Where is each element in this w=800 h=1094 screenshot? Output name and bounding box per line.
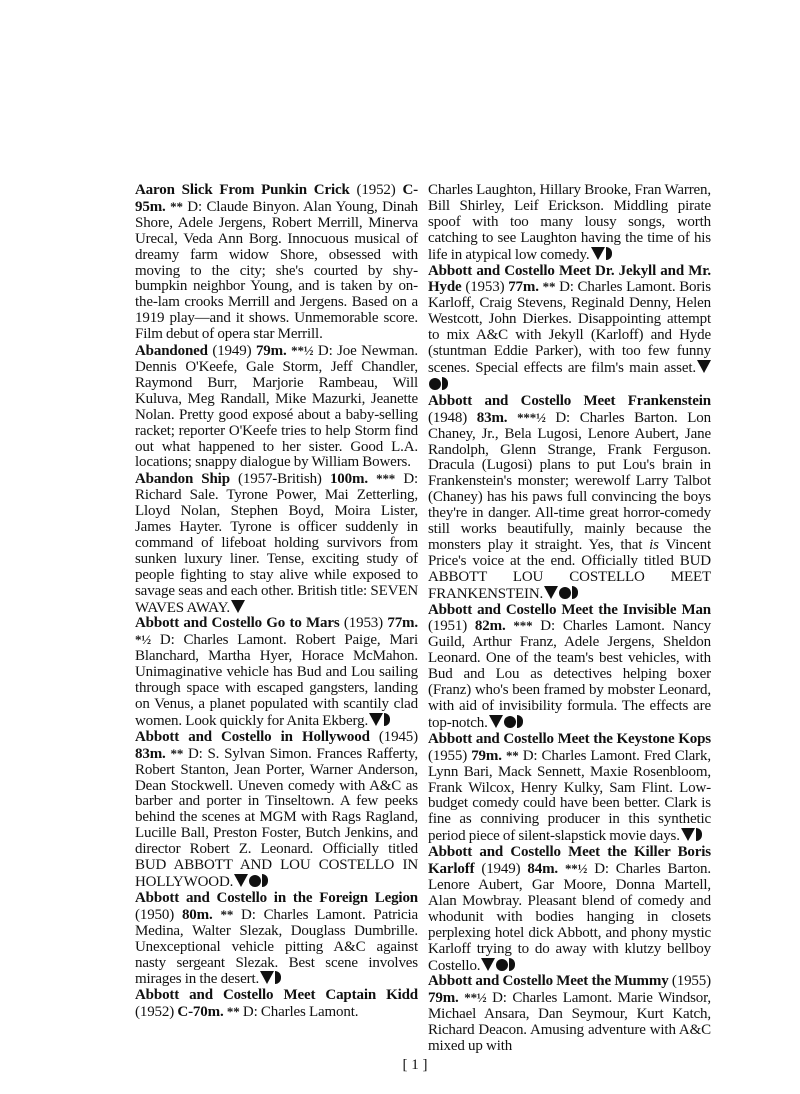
movie-rating: ** xyxy=(226,1004,240,1020)
movie-runtime: 83m. xyxy=(135,745,166,762)
movie-description: D: Charles Barton. Lon Chaney, Jr., Bela Lugosi, Lenore Aubert, Jane Randolph, Glenn Strange, Frank Ferguson. Dracula (Lugosi) plans to put Lou's brain in Frankenstein's monster; werewolf Larry Talbot (Chaney) has his paws full convincing the boys they're in danger. All-time great horror-comedy still works beautifully, mainly because the monsters play it straight. Yes, that xyxy=(428,409,712,553)
movie-entry xyxy=(428,394,711,603)
movie-entry xyxy=(428,974,711,1055)
movie-entry xyxy=(135,891,418,988)
movie-runtime: 79m. xyxy=(255,343,287,360)
movie-rating: ***½ xyxy=(517,409,546,425)
movie-runtime: 83m. xyxy=(476,409,508,426)
movie-description: D: Richard Sale. Tyrone Power, Mai Zetterling, Lloyd Nolan, Stephen Boyd, Moira Lister, James Hayter. Tyrone is officer suddenly in command of lifeboat holding survivors from sunken luxury liner. Tense, exciting study of people fighting to stay alive while exposed to savage seas and each other. British title: SEVEN WAVES AWAY. xyxy=(135,471,419,616)
movie-entry xyxy=(428,183,711,264)
movie-year: (1953) xyxy=(343,615,383,632)
movie-runtime: C-70m. xyxy=(177,1004,224,1021)
movie-entry xyxy=(428,732,711,845)
movie-description: D: Charles Lamont. Robert Paige, Mari Blanchard, Martha Hyer, Horace McMahon. Unimaginative vehicle has Bud and Lou sailing through space with escaped gangsters, landing on Venus, a planet populated with scantily clad women. Look quickly for Anita Ekberg. xyxy=(135,632,418,729)
movie-description: D: Charles Lamont. xyxy=(242,1004,359,1021)
movie-year: (1949) xyxy=(212,343,252,360)
movie-rating: ** xyxy=(542,279,556,295)
movie-year: (1948) xyxy=(428,409,468,426)
movie-runtime: 84m. xyxy=(527,861,559,878)
movie-title: Abandon Ship xyxy=(135,471,230,488)
movie-year: (1953) xyxy=(465,279,505,296)
movie-year: (1955) xyxy=(428,747,468,764)
dvd-half-circle-icon xyxy=(517,715,523,728)
movie-entry xyxy=(135,183,418,343)
video-triangle-icon xyxy=(369,713,383,726)
movie-runtime: 79m. xyxy=(471,747,502,764)
right-column xyxy=(428,183,711,1055)
left-column xyxy=(135,183,418,1021)
video-triangle-icon xyxy=(544,586,558,599)
dvd-half-circle-icon xyxy=(606,247,612,260)
movie-rating: *½ xyxy=(135,632,151,648)
movie-title: Abbott and Costello Go to Mars xyxy=(135,615,340,632)
movie-entry xyxy=(135,471,418,616)
movie-year: (1949) xyxy=(481,861,521,878)
page-number: [ 1 ] xyxy=(402,1057,428,1073)
video-triangle-icon xyxy=(260,971,274,984)
movie-entry xyxy=(135,343,418,471)
laserdisc-circle-icon xyxy=(429,378,441,390)
laserdisc-circle-icon xyxy=(496,959,508,971)
movie-runtime: 77m. xyxy=(508,279,539,296)
movie-year: (1952) xyxy=(135,1004,175,1021)
movie-title: Abandoned xyxy=(135,343,208,360)
video-triangle-icon xyxy=(234,874,248,887)
movie-title: Abbott and Costello Meet Dr. Jekyll and Mr. Hyde xyxy=(428,262,711,296)
movie-entry xyxy=(135,988,418,1021)
movie-year: (1951) xyxy=(428,618,468,635)
movie-rating: **½ xyxy=(291,343,314,359)
movie-description: D: Charles Lamont. Boris Karloff, Craig Stevens, Reginald Denny, Helen Westcott, John Dierkes. Disappointing attempt to mix A&C with Jekyll (Karloff) and Hyde (stuntman Eddie Parker), with too few funny scenes. Special effects are film's main asset. xyxy=(428,279,711,376)
movie-description: D: Claude Binyon. Alan Young, Dinah Shore, Adele Jergens, Robert Merrill, Minerva Urecal, Veda Ann Borg. Innocuous musical of dreamy farm widow Shore, obsessed with moving to the city; she's courted by shy-bumpkin neighbor Young, and is taken by on-the-lam crooks Merrill and Jergens. Based on a 1919 play—and it shows. Unmemorable score. Film debut of opera star Merrill. xyxy=(135,198,418,343)
video-triangle-icon xyxy=(231,600,245,613)
laserdisc-circle-icon xyxy=(249,875,261,887)
movie-title: Abbott and Costello in the Foreign Legion xyxy=(135,889,418,906)
movie-entry xyxy=(428,264,711,394)
dvd-half-circle-icon xyxy=(384,713,390,726)
movie-description: D: Charles Lamont. Patricia Medina, Walter Slezak, Douglass Dumbrille. Unexceptional vehicle pitting A&C against nasty sergeant Slezak. Best scene involves mirages in the desert. xyxy=(135,906,419,988)
dvd-half-circle-icon xyxy=(509,958,515,971)
movie-description: Vincent Price's voice at the end. Officially titled BUD ABBOTT LOU COSTELLO MEET FRANKENSTEIN. xyxy=(428,536,712,602)
movie-description: D: Joe Newman. Dennis O'Keefe, Gale Storm, Jeff Chandler, Raymond Burr, Marjorie Rambeau, Will Kuluva, Meg Randall, Mike Mazurki, Jeanette Nolan. Pretty good exposé about a baby-selling racket; reporter O'Keefe tries to help Storm find out what happened to her sister. Good L.A. locations; snappy dialogue by William Bowers. xyxy=(135,343,418,471)
movie-description: D: Charles Barton. Lenore Aubert, Gar Moore, Donna Martell, Alan Mowbray. Pleasant blend of comedy and whodunit with bodies hanging in closets perplexing hotel dick Abbott, and phony mystic Karloff trying to do away with klutzy bellboy Costello. xyxy=(428,861,711,974)
movie-entry xyxy=(428,845,711,974)
dvd-half-circle-icon xyxy=(262,874,268,887)
laserdisc-circle-icon xyxy=(559,587,571,599)
movie-title: Abbott and Costello Meet Captain Kidd xyxy=(135,987,418,1004)
movie-rating: **½ xyxy=(464,990,487,1006)
movie-description: D: S. Sylvan Simon. Frances Rafferty, Robert Stanton, Jean Porter, Warner Anderson, Dean Stockwell. Uneven comedy with A&C as barber and porter in Tinseltown. A few peeks behind the scenes at MGM with Rags Ragland, Lucille Ball, Preston Foster, Butch Jenkins, and director Robert Z. Leonard. Officially titled BUD ABBOTT AND LOU COSTELLO IN HOLLYWOOD. xyxy=(135,745,418,890)
movie-entry xyxy=(135,730,418,891)
video-triangle-icon xyxy=(489,715,503,728)
movie-title: Abbott and Costello Meet the Mummy xyxy=(428,973,669,990)
movie-rating: ** xyxy=(220,906,234,922)
movie-runtime: 100m. xyxy=(329,471,368,488)
video-triangle-icon xyxy=(681,828,695,841)
dvd-half-circle-icon xyxy=(275,971,281,984)
movie-rating: *** xyxy=(376,471,396,487)
movie-title: Abbott and Costello in Hollywood xyxy=(135,728,370,745)
movie-year: (1955) xyxy=(671,973,711,990)
movie-description: D: Charles Lamont. Marie Windsor, Michael Ansara, Dan Seymour, Kurt Katch, Richard Deacon. Amusing adventure with A&C mixed up with xyxy=(428,990,712,1055)
movie-year: (1945) xyxy=(378,728,418,745)
movie-year: (1952) xyxy=(356,182,396,198)
movie-title: Abbott and Costello Meet the Invisible Man xyxy=(428,601,711,618)
movie-title: Aaron Slick From Punkin Crick xyxy=(135,182,350,198)
movie-description: D: Charles Lamont. Fred Clark, Lynn Bari, Mack Sennett, Maxie Rosenbloom, Frank Wilcox, Henry Kulky, Sam Flint. Low-budget comedy could have been better. Clark is fine as conniving producer in this synthetic period piece of silent-slapstick movie days. xyxy=(428,747,711,845)
dvd-half-circle-icon xyxy=(696,828,702,841)
movie-runtime: 79m. xyxy=(428,990,459,1007)
movie-description: D: Charles Lamont. Nancy Guild, Arthur Franz, Adele Jergens, Sheldon Leonard. One of the team's best vehicles, with Bud and Lou as detectives helping boxer (Franz) who's been framed by mobster Leonard, with aid of invisibility formula. The effects are top-notch. xyxy=(428,618,711,731)
movie-year: (1950) xyxy=(135,906,175,923)
movie-rating: ** xyxy=(170,745,184,761)
movie-rating: ** xyxy=(170,198,183,214)
movie-description: is xyxy=(649,536,659,553)
movie-year: (1957-British) xyxy=(238,471,322,488)
dvd-half-circle-icon xyxy=(442,377,448,390)
video-triangle-icon xyxy=(697,360,711,373)
movie-rating: **½ xyxy=(564,861,588,877)
video-triangle-icon xyxy=(591,247,605,260)
video-triangle-icon xyxy=(481,958,495,971)
movie-title: Abbott and Costello Meet the Killer Boris Karloff xyxy=(428,844,711,878)
movie-runtime: 80m. xyxy=(181,906,213,923)
dvd-half-circle-icon xyxy=(572,586,578,599)
movie-title: Abbott and Costello Meet the Keystone Kops xyxy=(428,730,711,747)
laserdisc-circle-icon xyxy=(504,716,516,728)
movie-runtime: C-95m. xyxy=(135,182,418,215)
movie-entry xyxy=(428,603,711,732)
movie-description: Charles Laughton, Hillary Brooke, Fran Warren, Bill Shirley, Leif Erickson. Middling pirate spoof with too many lousy songs, worth catching to see Laughton having the time of his life in atypical low comedy. xyxy=(428,182,711,263)
movie-rating: *** xyxy=(513,618,533,634)
movie-title: Abbott and Costello Meet Frankenstein xyxy=(428,392,711,409)
movie-entry xyxy=(135,616,418,729)
movie-runtime: 82m. xyxy=(474,618,506,635)
movie-rating: ** xyxy=(505,747,519,763)
movie-runtime: 77m. xyxy=(387,615,418,632)
